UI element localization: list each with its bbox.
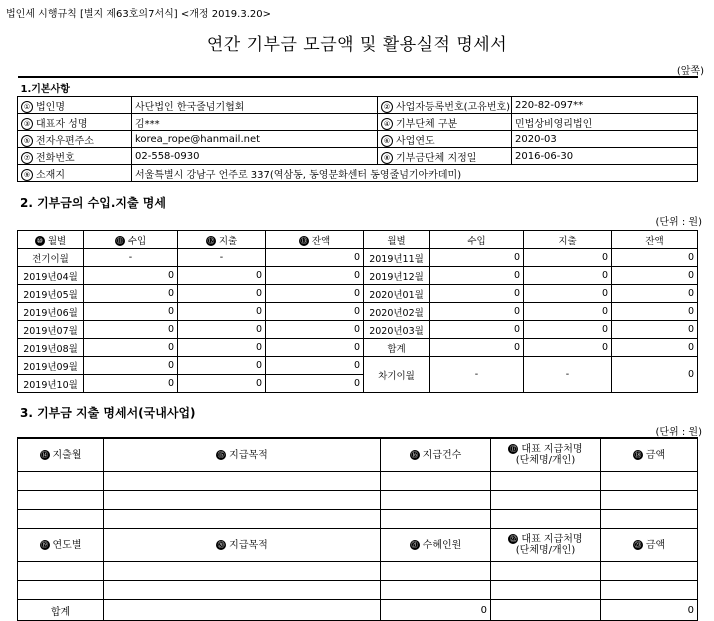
spend-header: ⑮ 지급목적	[104, 438, 381, 472]
flow-income: -	[84, 249, 178, 267]
spend-cell	[104, 491, 381, 510]
flow-expense: 0	[524, 321, 612, 339]
total-label: 합계	[18, 600, 104, 621]
basic-row	[18, 97, 698, 114]
spend-cell	[104, 562, 381, 581]
flow-month: 2019년07월	[18, 321, 84, 339]
flow-header: 지출	[524, 231, 612, 249]
flow-month: 2020년01월	[364, 285, 430, 303]
spend-cell	[601, 491, 698, 510]
spend-cell	[381, 472, 491, 491]
flow-expense: 0	[524, 339, 612, 357]
basic-value: 김***	[132, 114, 378, 131]
flow-header: ⑩ 월별	[18, 231, 84, 249]
flow-income: 0	[430, 285, 524, 303]
basic-value: korea_rope@hanmail.net	[132, 131, 378, 148]
flow-balance: 0	[266, 267, 364, 285]
basic-label: ③ 대표자 성명	[18, 114, 132, 131]
basic-info-table	[17, 76, 698, 182]
spend-header-row	[18, 438, 698, 472]
spend-cell	[104, 472, 381, 491]
spend-header: ⑭ 지출월	[18, 438, 104, 472]
spend-header: ⑲ 연도별	[18, 529, 104, 562]
page-side-label: (앞쪽)	[676, 66, 704, 77]
flow-row	[18, 339, 698, 357]
basic-row	[18, 114, 698, 131]
flow-income: 0	[84, 267, 178, 285]
flow-balance: 0	[266, 321, 364, 339]
section2-title: 2. 기부금의 수입.지출 명세	[20, 196, 166, 210]
spend-cell	[381, 581, 491, 600]
form-title: 연간 기부금 모금액 및 활용실적 명세서	[206, 35, 508, 55]
flow-expense: 0	[524, 285, 612, 303]
flow-balance: 0	[612, 303, 698, 321]
flow-income: 0	[84, 339, 178, 357]
spend-header: ㉒ 대표 지급처명 (단체명/개인)	[491, 529, 601, 562]
spend-header: ⑱ 금액	[601, 438, 698, 472]
flow-balance: 0	[266, 285, 364, 303]
basic-value: 2020-03	[512, 131, 698, 148]
flow-income: 0	[430, 267, 524, 285]
spend-empty-row	[18, 581, 698, 600]
spend-header: ⑯ 지급건수	[381, 438, 491, 472]
flow-income: 0	[430, 321, 524, 339]
spend-empty-row	[18, 491, 698, 510]
spend-cell	[491, 510, 601, 529]
spend-cell	[491, 600, 601, 621]
spend-cell	[491, 581, 601, 600]
flow-balance: 0	[266, 249, 364, 267]
spend-cell	[601, 562, 698, 581]
address-value: 서울특별시 강남구 언주로 337(역삼동, 동영문화센터 동영줄넘기아카데미)	[132, 165, 698, 182]
flow-balance: 0	[266, 303, 364, 321]
flow-row	[18, 321, 698, 339]
flow-row	[18, 249, 698, 267]
address-label: ⑨ 소재지	[18, 165, 132, 182]
basic-label: ① 법인명	[18, 97, 132, 114]
flow-income: 0	[84, 357, 178, 375]
flow-balance: 0	[266, 339, 364, 357]
spend-cell	[491, 472, 601, 491]
spend-cell	[18, 562, 104, 581]
flow-income: 0	[430, 339, 524, 357]
flow-expense: 0	[524, 249, 612, 267]
total-amount: 0	[601, 600, 698, 621]
flow-expense: 0	[178, 285, 266, 303]
section1-title: 1.기본사항	[18, 77, 698, 97]
flow-month: 2019년09월	[18, 357, 84, 375]
spend-header: ㉓ 금액	[601, 529, 698, 562]
spend-cell	[601, 510, 698, 529]
spend-empty-row	[18, 510, 698, 529]
carry-forward-expense: -	[524, 357, 612, 393]
flow-expense: 0	[178, 375, 266, 393]
flow-row	[18, 285, 698, 303]
basic-value: 민법상비영리법인	[512, 114, 698, 131]
flow-expense: 0	[524, 303, 612, 321]
flow-month: 2019년12월	[364, 267, 430, 285]
flow-month: 합계	[364, 339, 430, 357]
basic-label: ⑦ 전화번호	[18, 148, 132, 165]
flow-month: 전기이월	[18, 249, 84, 267]
flow-month: 2019년04월	[18, 267, 84, 285]
spend-empty-row	[18, 472, 698, 491]
spend-cell	[18, 510, 104, 529]
spend-cell	[381, 562, 491, 581]
spend-cell	[18, 581, 104, 600]
spend-cell	[381, 491, 491, 510]
flow-month: 2019년06월	[18, 303, 84, 321]
spend-header: ⑰ 대표 지급처명 (단체명/개인)	[491, 438, 601, 472]
flow-income: 0	[84, 303, 178, 321]
flow-header: ⑪ 수입	[84, 231, 178, 249]
flow-month: 2020년03월	[364, 321, 430, 339]
flow-header: ⑬ 잔액	[266, 231, 364, 249]
carry-forward-balance: 0	[612, 357, 698, 393]
flow-income: 0	[84, 375, 178, 393]
spend-cell	[491, 491, 601, 510]
section2-unit: (단위 : 원)	[655, 217, 702, 228]
spend-cell	[104, 600, 381, 621]
spend-cell	[601, 472, 698, 491]
flow-expense: 0	[178, 321, 266, 339]
section3-unit: (단위 : 원)	[655, 427, 702, 438]
regulation-reference: 법인세 시행규칙 [별지 제63호의7서식] <개정 2019.3.20>	[6, 9, 271, 20]
basic-value: 02-558-0930	[132, 148, 378, 165]
flow-row	[18, 303, 698, 321]
flow-balance: 0	[612, 285, 698, 303]
spend-cell	[104, 581, 381, 600]
flow-income: 0	[84, 321, 178, 339]
carry-forward-label: 차기이월	[364, 357, 430, 393]
flow-month: 2020년02월	[364, 303, 430, 321]
spend-header: ㉑ 수혜인원	[381, 529, 491, 562]
spend-cell	[18, 472, 104, 491]
spend-cell	[601, 581, 698, 600]
flow-header: 월별	[364, 231, 430, 249]
flow-income: 0	[430, 249, 524, 267]
spend-cell	[18, 491, 104, 510]
spend-cell	[104, 510, 381, 529]
flow-balance: 0	[612, 321, 698, 339]
spend-header-row	[18, 529, 698, 562]
flow-header: 수입	[430, 231, 524, 249]
basic-label: ⑥ 사업연도	[378, 131, 512, 148]
basic-value: 220-82-097**	[512, 97, 698, 114]
flow-balance: 0	[612, 249, 698, 267]
total-count: 0	[381, 600, 491, 621]
spend-total-row	[18, 600, 698, 621]
flow-expense: 0	[178, 357, 266, 375]
carry-forward-income: -	[430, 357, 524, 393]
section3-title: 3. 기부금 지출 명세서(국내사업)	[20, 406, 196, 420]
expenditure-table	[17, 437, 698, 621]
flow-income: 0	[430, 303, 524, 321]
spend-cell	[491, 562, 601, 581]
flow-balance: 0	[612, 339, 698, 357]
income-expense-table	[17, 230, 698, 393]
basic-row	[18, 148, 698, 165]
flow-income: 0	[84, 285, 178, 303]
basic-label: ⑤ 전자우편주소	[18, 131, 132, 148]
flow-balance: 0	[612, 267, 698, 285]
flow-month: 2019년10월	[18, 375, 84, 393]
flow-balance: 0	[266, 375, 364, 393]
flow-month: 2019년05월	[18, 285, 84, 303]
flow-header: 잔액	[612, 231, 698, 249]
flow-expense: 0	[178, 339, 266, 357]
basic-label: ② 사업자등록번호(고유번호)	[378, 97, 512, 114]
basic-value: 2016-06-30	[512, 148, 698, 165]
flow-header: ⑫ 지출	[178, 231, 266, 249]
basic-label: ⑧ 기부금단체 지정일	[378, 148, 512, 165]
flow-expense: 0	[524, 267, 612, 285]
flow-expense: 0	[178, 267, 266, 285]
flow-expense: 0	[178, 303, 266, 321]
spend-header: ⑳ 지급목적	[104, 529, 381, 562]
flow-row	[18, 357, 698, 375]
flow-balance: 0	[266, 357, 364, 375]
spend-empty-row	[18, 562, 698, 581]
basic-row	[18, 131, 698, 148]
basic-value: 사단법인 한국줄넘기협회	[132, 97, 378, 114]
flow-row	[18, 267, 698, 285]
spend-cell	[381, 510, 491, 529]
basic-label: ④ 기부단체 구분	[378, 114, 512, 131]
flow-month: 2019년08월	[18, 339, 84, 357]
flow-header-row	[18, 231, 698, 249]
flow-month: 2019년11월	[364, 249, 430, 267]
flow-expense: -	[178, 249, 266, 267]
